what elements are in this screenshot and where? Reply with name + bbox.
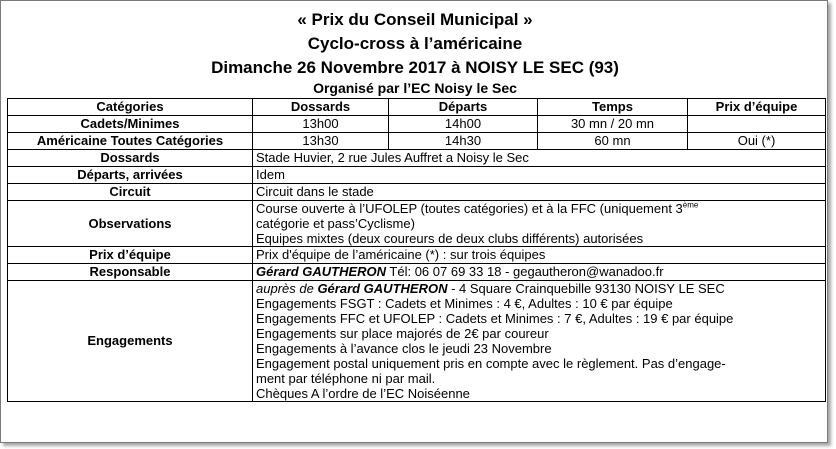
info-label: Dossards <box>8 150 253 167</box>
duration: 60 mn <box>538 133 688 150</box>
observation-line: catégorie et pass’Cyclisme) <box>256 216 415 231</box>
superscript: ème <box>682 200 699 210</box>
team-prize: Oui (*) <box>688 133 826 150</box>
engagement-line: Engagements sur place majorés de 2€ par coureur <box>256 326 549 341</box>
info-row-observations <box>8 201 826 247</box>
info-row-engagements <box>8 281 826 402</box>
engagement-contact-name: Gérard GAUTHERON <box>317 281 448 296</box>
depart-time: 14h30 <box>389 133 538 150</box>
info-value <box>253 281 826 402</box>
info-value <box>253 264 826 281</box>
table-row <box>8 133 826 150</box>
engagement-prefix: auprès de <box>256 281 318 296</box>
category-cell: Américaine Toutes Catégories <box>8 133 253 150</box>
info-value: Circuit dans le stade <box>253 184 826 201</box>
table-row <box>8 116 826 133</box>
info-label: Responsable <box>8 264 253 281</box>
table-header-row <box>8 99 826 116</box>
responsable-name: Gérard GAUTHERON <box>256 264 387 279</box>
info-label: Prix d’équipe <box>8 247 253 264</box>
dossards-time: 13h00 <box>253 116 389 133</box>
engagement-line: Chèques A l’ordre de l’EC Noiséenne <box>256 386 470 401</box>
info-row-responsable <box>8 264 826 281</box>
engagement-line: Engagement postal uniquement pris en compte avec le règlement. Pas d’engage- <box>256 356 726 371</box>
engagement-line: Engagements FSGT : Cadets et Minimes : 4 €, Adultes : 10 € par équipe <box>256 296 673 311</box>
team-prize <box>688 116 826 133</box>
engagement-line: ment par téléphone ni par mail. <box>256 371 436 386</box>
header-temps: Temps <box>538 99 688 116</box>
title-prix: « Prix du Conseil Municipal » <box>297 10 533 29</box>
info-row-dossards <box>8 150 826 167</box>
category-cell: Cadets/Minimes <box>8 116 253 133</box>
duration: 30 mn / 20 mn <box>538 116 688 133</box>
info-row-departs <box>8 167 826 184</box>
depart-time: 14h00 <box>389 116 538 133</box>
engagement-address: - 4 Square Crainquebille 93130 NOISY LE SEC <box>447 281 725 296</box>
title-organizer: Organisé par l’EC Noisy le Sec <box>313 80 517 96</box>
observation-line <box>256 201 822 216</box>
title-date-location: Dimanche 26 Novembre 2017 à NOISY LE SEC (93) <box>211 58 619 77</box>
engagement-line: Engagements FFC et UFOLEP : Cadets et Minimes : 7 €, Adultes : 19 € par équipe <box>256 311 734 326</box>
info-value: Prix d'équipe de l’américaine (*) : sur trois équipes <box>253 247 826 264</box>
info-label: Observations <box>8 201 253 247</box>
observation-line: Equipes mixtes (deux coureurs de deux clubs différents) autorisées <box>256 231 644 246</box>
responsable-contact: Tél: 06 07 69 33 18 - gegautheron@wanadoo.fr <box>386 264 664 279</box>
info-label: Départs, arrivées <box>8 167 253 184</box>
observation-text: Course ouverte à l’UFOLEP (toutes catégories) et à la FFC (uniquement 3 <box>256 201 683 216</box>
info-value: Stade Huvier, 2 rue Jules Auffret a Noisy le Sec <box>253 150 826 167</box>
header-departs: Départs <box>389 99 538 116</box>
info-label: Engagements <box>8 281 253 402</box>
event-table <box>7 98 826 402</box>
header-dossards: Dossards <box>253 99 389 116</box>
info-value: Idem <box>253 167 826 184</box>
engagement-line <box>256 281 822 296</box>
title-event: Cyclo-cross à l’américaine <box>307 34 523 53</box>
engagement-line: Engagements à l’avance clos le jeudi 23 Novembre <box>256 341 552 356</box>
dossards-time: 13h30 <box>253 133 389 150</box>
info-value <box>253 201 826 247</box>
header-prix: Prix d’équipe <box>688 99 826 116</box>
header-categories: Catégories <box>8 99 253 116</box>
info-row-prix <box>8 247 826 264</box>
info-row-circuit <box>8 184 826 201</box>
info-label: Circuit <box>8 184 253 201</box>
